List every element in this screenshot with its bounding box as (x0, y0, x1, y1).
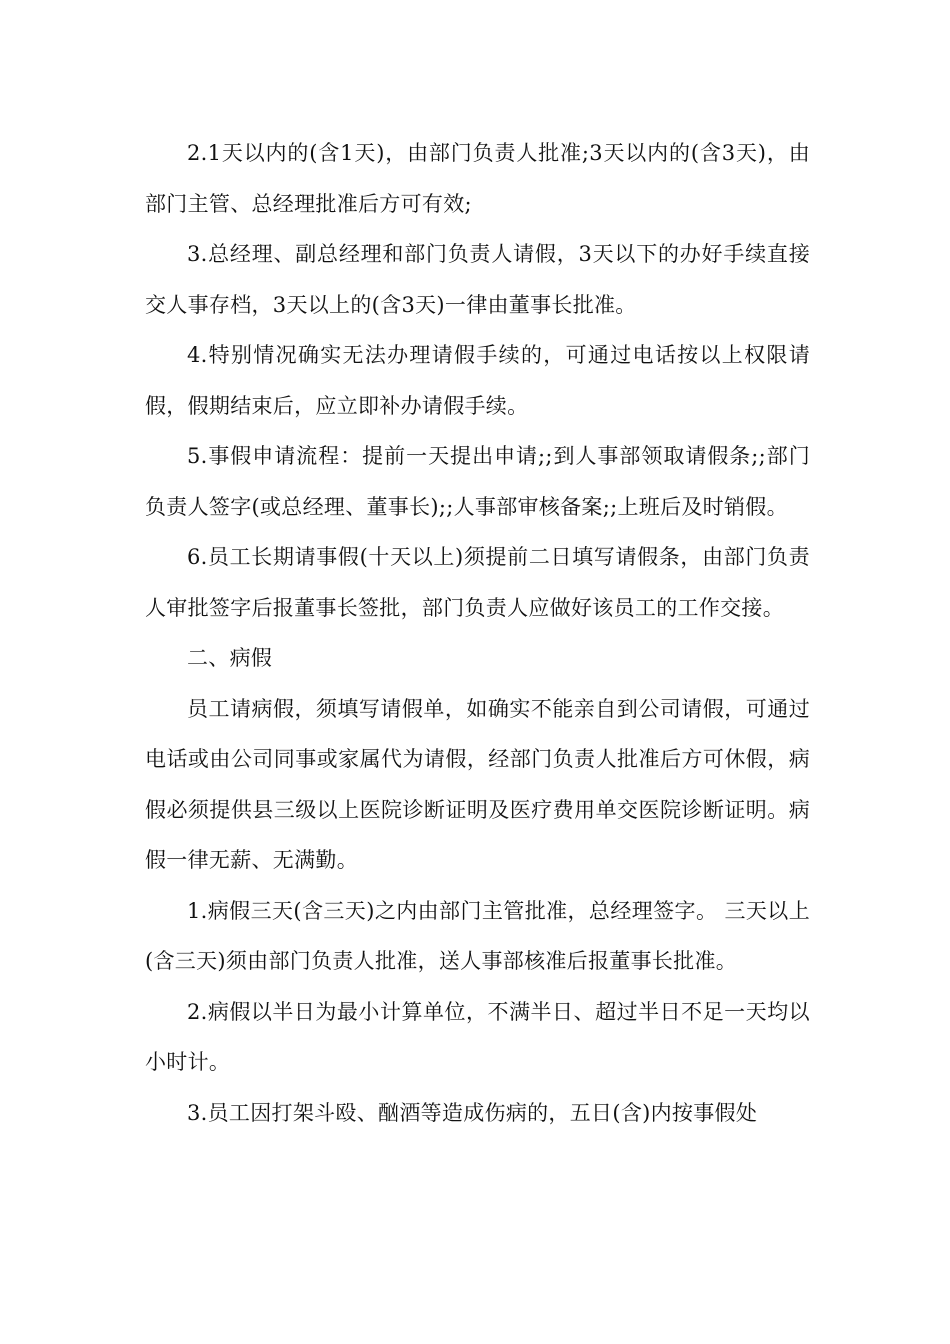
section-heading-sick-leave: 二、病假 (187, 646, 273, 670)
paragraph-manager-leave: 3.总经理、副总经理和部门负责人请假，3天以下的办好手续直接交人事存档，3天以上的(含3天)一律由董事长批准。 (145, 242, 810, 317)
paragraph-special-circumstances: 4.特别情况确实无法办理请假手续的，可通过电话按以上权限请假，假期结束后，应立即补办请假手续。 (145, 343, 810, 418)
paragraph-leave-process: 5.事假申请流程：提前一天提出申请;;到人事部领取请假条;;部门负责人签字(或总经理、董事长);;人事部审核备案;;上班后及时销假。 (145, 444, 810, 519)
paragraph-sick-leave-rules: 员工请病假，须填写请假单，如确实不能亲自到公司请假，可通过电话或由公司同事或家属代为请假，经部门负责人批准后方可休假，病假必须提供县三级以上医院诊断证明及医疗费用单交医院诊断证明。病假一律无薪、无满勤。 (145, 696, 810, 872)
paragraph-leave-approval-1-day: 2.1天以内的(含1天)，由部门负责人批准;3天以内的(含3天)，由部门主管、总经理批准后方可有效; (145, 141, 810, 216)
paragraph-injury-leave: 3.员工因打架斗殴、酗酒等造成伤病的，五日(含)内按事假处 (187, 1100, 758, 1125)
paragraph-sick-leave-unit: 2.病假以半日为最小计算单位，不满半日、超过半日不足一天均以小时计。 (145, 999, 810, 1074)
paragraph-long-term-leave: 6.员工长期请事假(十天以上)须提前二日填写请假条，由部门负责人审批签字后报董事长签批，部门负责人应做好该员工的工作交接。 (145, 545, 810, 620)
paragraph-sick-leave-approval: 1.病假三天(含三天)之内由部门主管批准，总经理签字。 三天以上(含三天)须由部门负责人批准，送人事部核准后报董事长批准。 (145, 898, 810, 973)
document-body (145, 128, 810, 1138)
